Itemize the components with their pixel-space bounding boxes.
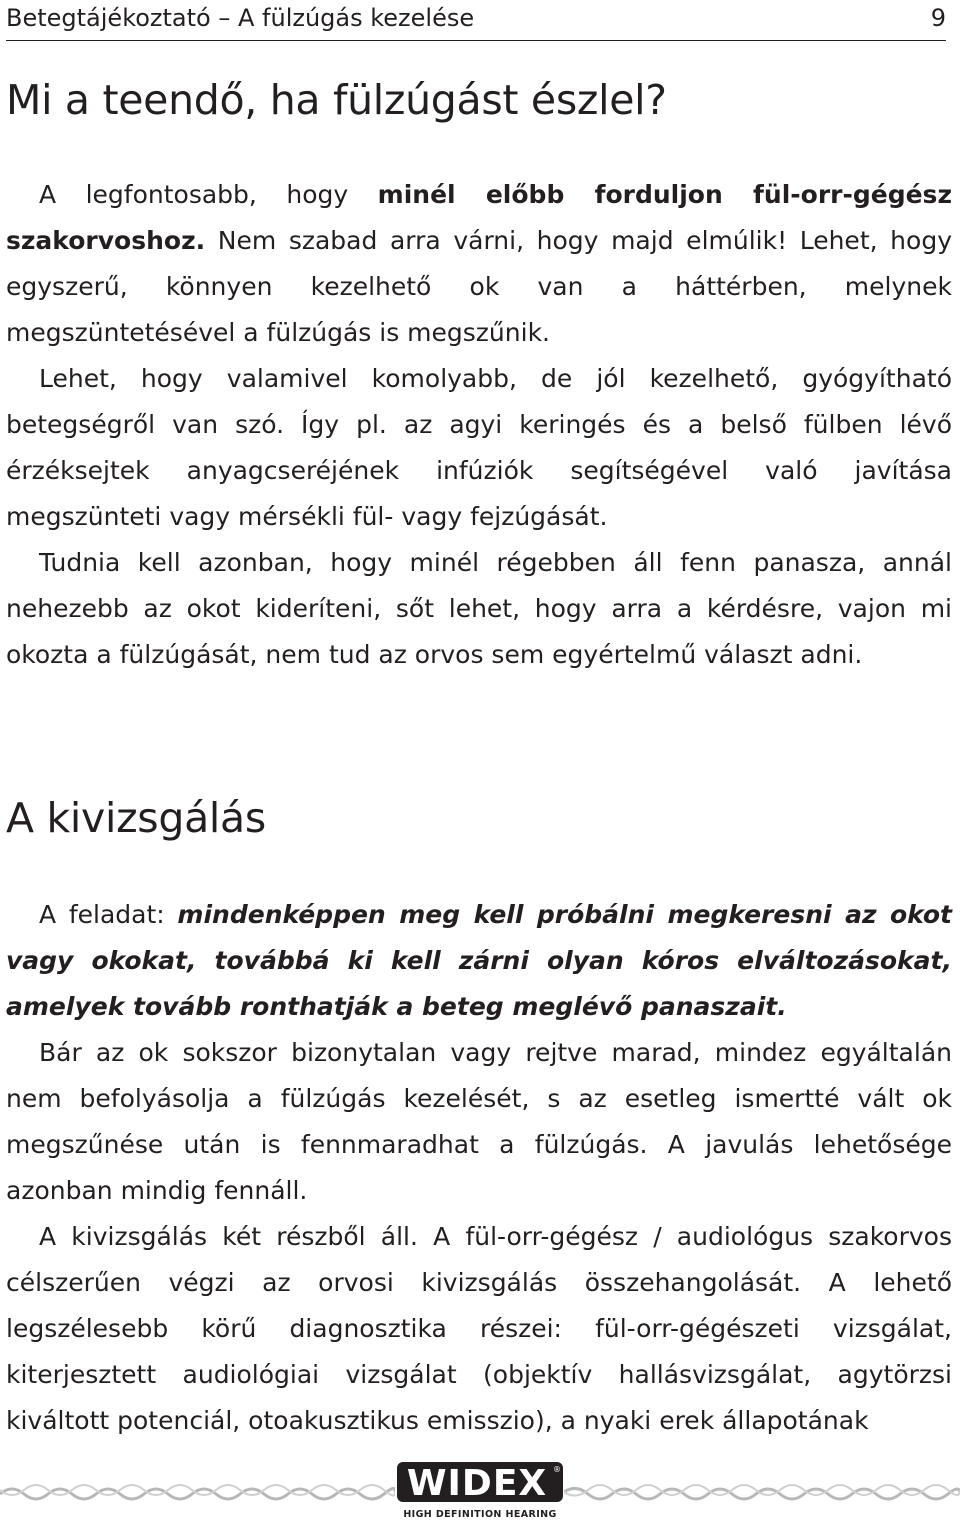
section-body-what-to-do — [6, 172, 952, 678]
wave-decoration-left — [0, 1480, 395, 1504]
wave-decoration-right — [564, 1480, 960, 1504]
widex-logo-text: WIDEX — [406, 1463, 548, 1504]
footer — [0, 1458, 960, 1528]
text-run: Nem szabad arra várni, hogy majd elmúlik! Lehet, hogy egyszerű, könnyen kezelhető ok van a háttérben, melynek megszüntetésével a fülzúgás is megszűnik. — [6, 226, 952, 347]
page-number: 9 — [930, 4, 946, 32]
running-header — [6, 0, 946, 41]
text-run: A legfontosabb, hogy — [39, 180, 378, 209]
emphasis-bold: minél előbb forduljon fül-orr-gégész szakorvoshoz. — [6, 180, 952, 255]
paragraph: Bár az ok sokszor bizonytalan vagy rejtve marad, mindez egyáltalán nem befolyásolja a fülzúgás kezelését, s az esetleg ismertté vált ok megszűnése után is fennmaradhat a fülzúgás. A javulás lehetősége azonban mindig fennáll. — [6, 1038, 952, 1205]
running-title — [6, 0, 474, 36]
paragraph: Lehet, hogy valamivel komolyabb, de jól kezelhető, gyógyítható betegségről van szó. Így pl. az agyi keringés és a belső fülben lévő érzéksejtek anyagcseréjének infúziók segítségével való javítása megszünteti vagy mérsékli fül- vagy fejzúgását. — [6, 364, 952, 531]
logo-tagline: HIGH DEFINITION HEARING — [403, 1509, 557, 1520]
widex-wordmark — [397, 1460, 563, 1506]
paragraph — [6, 892, 952, 1030]
paragraph: Tudnia kell azonban, hogy minél régebben áll fenn panasza, annál nehezebb az okot kideríteni, sőt lehet, hogy arra a kérdésre, vajon mi okozta a fülzúgását, nem tud az orvos sem egyértelmű választ adni. — [6, 548, 952, 669]
running-prefix: Betegtájékoztató – — [6, 4, 238, 32]
emphasis-bold-italic: mindenképpen meg kell próbálni megkeresni az okot vagy okokat, továbbá ki kell zárni olyan kóros elváltozásokat, amelyek tovább ronthatják a beteg meglévő panaszait. — [6, 900, 953, 1021]
text-run: A feladat: — [39, 900, 178, 929]
running-title-bold: A fülzúgás kezelése — [237, 4, 475, 32]
paragraph: A kivizsgálás két részből áll. A fül-orr-gégész / audiológus szakorvos célszerűen végzi az orvosi kivizsgálás összehangolását. A lehető legszélesebb körű diagnosztika részei: fül-orr-gégészeti vizsgálat, kiterjesztett audiológiai vizsgálat (objektív hallásvizsgálat, agytörzsi kiváltott potenciál, otoakusztikus emisszio), a nyaki erek állapotának — [6, 1222, 952, 1435]
widex-logo — [397, 1460, 563, 1526]
section-title-examination: A kivizsgálás — [6, 794, 266, 842]
paragraph — [6, 172, 952, 356]
registered-mark: ® — [553, 1465, 561, 1474]
section-body-examination — [6, 892, 952, 1444]
section-title-what-to-do: Mi a teendő, ha fülzúgást észlel? — [6, 76, 667, 124]
